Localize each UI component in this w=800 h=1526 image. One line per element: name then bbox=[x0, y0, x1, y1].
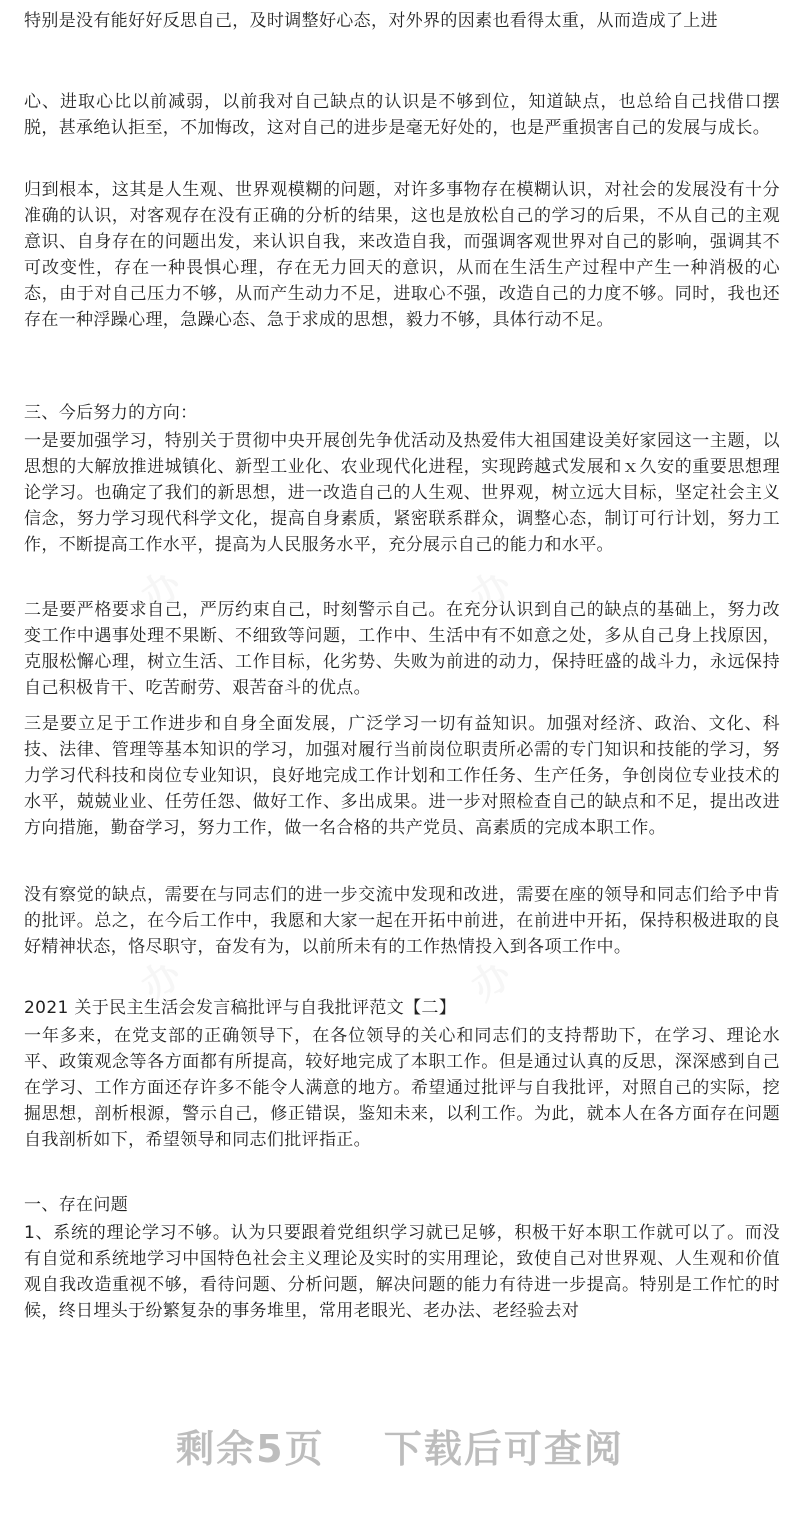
remaining-pages-label: 剩余5页 bbox=[176, 1427, 325, 1471]
paragraph: 没有察觉的缺点，需要在与同志们的进一步交流中发现和改进，需要在座的领导和同志们给予中肯的批评。总之，在今后工作中，我愿和大家一起在开拓中前进，在前进中开拓，保持积极进取的良好精神状态，恪尽职守，奋发有为，以前所未有的工作热情投入到各项工作中。 bbox=[24, 885, 780, 957]
paragraph: 归到根本，这其是人生观、世界观模糊的问题，对许多事物存在模糊认识，对社会的发展没有十分准确的认识，对客观存在没有正确的分析的结果，这也是放松自己的学习的后果，不从自己的主观意识、自身存在的问题出发，来认识自我，来改造自我，而强调客观世界对自己的影响，强调其不可改变性，存在一种畏惧心理，存在无力回天的意识，从而在生活生产过程中产生一种消极的心态，由于对自己压力不够，从而产生动力不足，进取心不强，改造自己的力度不够。同时，我也还存在一种浮躁心理，急躁心态、急于求成的思想，毅力不够，具体行动不足。 bbox=[24, 180, 780, 330]
paragraph: 一是要加强学习，特别关于贯彻中央开展创先争优活动及热爱伟大祖国建设美好家园这一主题，以思想的大解放推进城镇化、新型工业化、农业现代化进程，实现跨越式发展和ｘ久安的重要思想理论学习。也确定了我们的新思想，进一改造自己的人生观、世界观，树立远大目标，坚定社会主义信念，努力学习现代科学文化，提高自身素质，紧密联系群众，调整心态，制订可行计划，努力工作，不断提高工作水平，提高为人民服务水平，充分展示自己的能力和水平。 bbox=[24, 431, 780, 555]
download-prompt-banner[interactable] bbox=[0, 1418, 800, 1473]
paragraph: 三是要立足于工作进步和自身全面发展，广泛学习一切有益知识。加强对经济、政治、文化、科技、法律、管理等基本知识的学习，加强对履行当前岗位职责所必需的专门知识和技能的学习，努力学习代科技和岗位专业知识，良好地完成工作计划和工作任务、生产任务，争创岗位专业技术的水平，兢兢业业、任劳任怨、做好工作、多出成果。进一步对照检查自己的缺点和不足，提出改进方向措施，勤奋学习，努力工作，做一名合格的共产党员、高素质的完成本职工作。 bbox=[24, 714, 780, 838]
section-heading: 三、今后努力的方向： bbox=[24, 403, 198, 423]
paragraph-top-fragment: 特别是没有能好好反思自己，及时调整好心态，对外界的因素也看得太重，从而造成了上进 bbox=[24, 11, 718, 31]
paragraph: 二是要严格要求自己，严厉约束自己，时刻警示自己。在充分认识到自己的缺点的基础上，努力改变工作中遇事处理不果断、不细致等问题，工作中、生活中有不如意之处，多从自己身上找原因，克服松懈心理，树立生活、工作目标，化劣势、失败为前进的动力，保持旺盛的战斗力，永远保持自己积极肯干、吃苦耐劳、艰苦奋斗的优点。 bbox=[24, 600, 780, 698]
paragraph: 心、进取心比以前减弱，以前我对自己缺点的认识是不够到位，知道缺点，也总给自己找借口摆脱，甚承绝认拒至，不加悔改，这对自己的进步是毫无好处的，也是严重损害自己的发展与成长。 bbox=[24, 92, 780, 138]
article-title: 2021 关于民主生活会发言稿批评与自我批评范文【二】 bbox=[24, 998, 457, 1018]
paragraph: 1、系统的理论学习不够。认为只要跟着党组织学习就已足够，积极干好本职工作就可以了。而没有自觉和系统地学习中国特色社会主义理论及实时的实用理论，致使自己对世界观、人生观和价值观自我改造重视不够，看待问题、分析问题，解决问题的能力有待进一步提高。特别是工作忙的时候，终日埋头于纷繁复杂的事务堆里，常用老眼光、老办法、老经验去对 bbox=[24, 1223, 780, 1321]
section-heading: 一、存在问题 bbox=[24, 1195, 129, 1215]
paragraph: 一年多来，在党支部的正确领导下，在各位领导的关心和同志们的支持帮助下，在学习、理论水平、政策观念等各方面都有所提高，较好地完成了本职工作。但是通过认真的反思，深深感到自己在学习、工作方面还存许多不能令人满意的地方。希望通过批评与自我批评，对照自己的实际，挖掘思想，剖析根源，警示自己，修正错误，鉴知未来，以利工作。为此，就本人在各方面存在问题自我剖析如下，希望领导和同志们批评指正。 bbox=[24, 1026, 780, 1150]
download-to-view-label[interactable]: 下载后可查阅 bbox=[383, 1427, 624, 1471]
